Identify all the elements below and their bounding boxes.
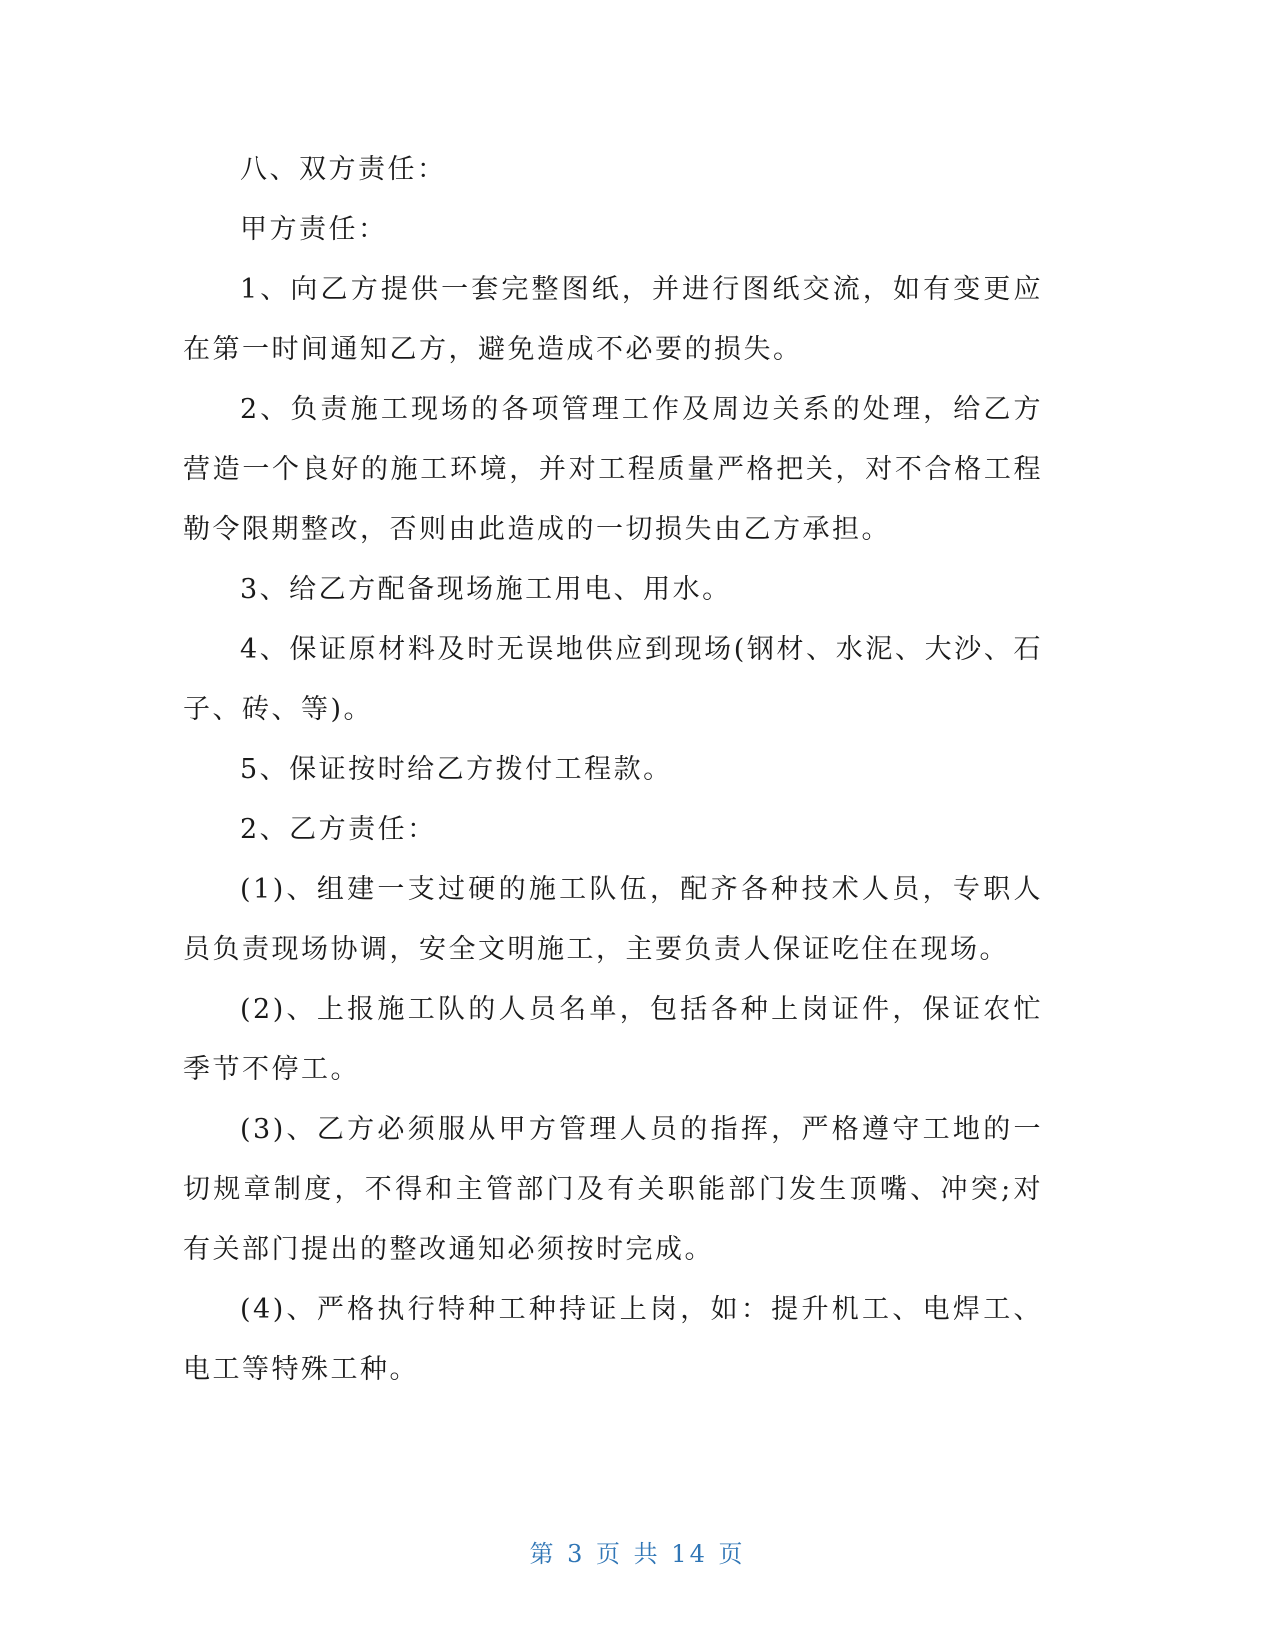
- subsection-heading-party-b: 2、乙方责任：: [240, 814, 437, 845]
- paragraph: (2)、上报施工队的人员名单，包括各种上岗证件，保证农忙季节不停工。: [183, 994, 1043, 1085]
- paragraph: (1)、组建一支过硬的施工队伍，配齐各种技术人员，专职人员负责现场协调，安全文明施工，主要负责人保证吃住在现场。: [183, 874, 1043, 965]
- paragraph: 5、保证按时给乙方拨付工程款。: [240, 754, 673, 785]
- subsection-heading-party-a: 甲方责任：: [240, 214, 388, 245]
- paragraph: (4)、严格执行特种工种持证上岗，如：提升机工、电焊工、电工等特殊工种。: [183, 1294, 1043, 1385]
- paragraph: 1、向乙方提供一套完整图纸，并进行图纸交流，如有变更应在第一时间通知乙方，避免造成不必要的损失。: [183, 274, 1043, 365]
- paragraph: 2、负责施工现场的各项管理工作及周边关系的处理，给乙方营造一个良好的施工环境，并对工程质量严格把关，对不合格工程勒令限期整改，否则由此造成的一切损失由乙方承担。: [183, 394, 1043, 545]
- paragraph: (3)、乙方必须服从甲方管理人员的指挥，严格遵守工地的一切规章制度，不得和主管部门及有关职能部门发生顶嘴、冲突;对有关部门提出的整改通知必须按时完成。: [183, 1114, 1043, 1265]
- paragraph: 3、给乙方配备现场施工用电、用水。: [240, 574, 732, 605]
- paragraph: 4、保证原材料及时无误地供应到现场(钢材、水泥、大沙、石子、砖、等)。: [183, 634, 1043, 725]
- document-body: [183, 140, 1043, 1400]
- section-heading: 八、双方责任：: [240, 154, 447, 185]
- page-number-footer: 第 3 页 共 14 页: [529, 1540, 746, 1568]
